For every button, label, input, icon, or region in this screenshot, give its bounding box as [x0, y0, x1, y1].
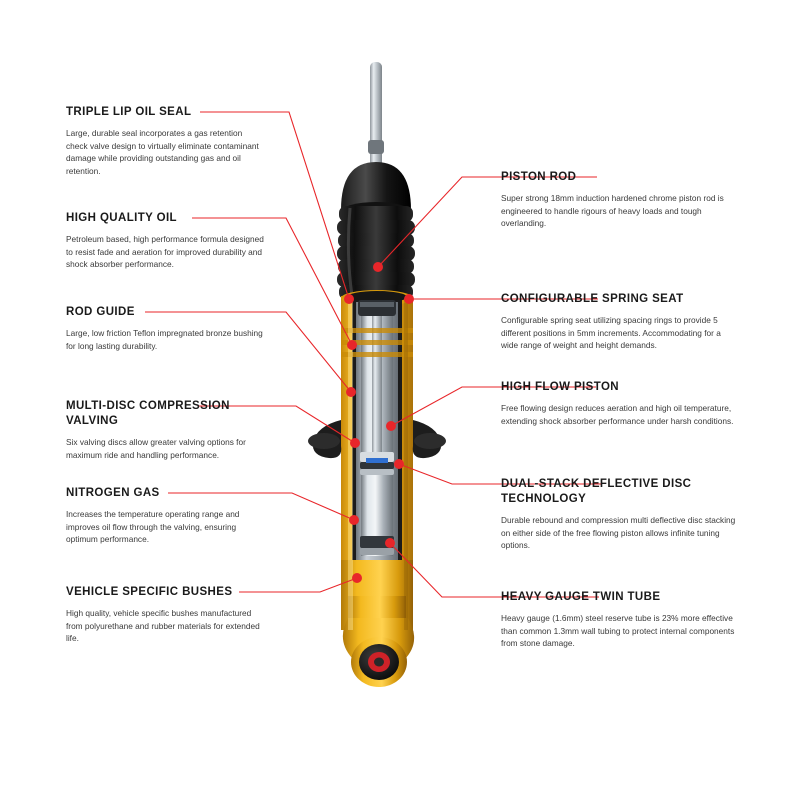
callout-body: High quality, vehicle specific bushes manufactured from polyurethane and rubber materials for extended life. [66, 608, 260, 644]
callout-high-quality-oil [66, 211, 266, 271]
callout-piston-rod [501, 170, 739, 230]
callout-multi-disc-compression-valving [66, 399, 266, 461]
callout-triple-lip-oil-seal [66, 105, 266, 177]
callout-title: PISTON ROD [501, 171, 577, 183]
callout-title: DUAL-STACK DEFLECTIVE DISC TECHNOLOGY [501, 478, 692, 505]
callout-title: MULTI-DISC COMPRESSION VALVING [66, 400, 230, 427]
callout-body: Super strong 18mm induction hardened chrome piston rod is engineered to handle rigours of heavy loads and tough overlanding. [501, 193, 724, 229]
callout-body: Configurable spring seat utilizing spacing rings to provide 5 different positions in 5mm increments. Accommodating for a wide range of weight and height demands. [501, 315, 721, 351]
callout-body: Durable rebound and compression multi deflective disc stacking on either side of the free flowing piston allows infinite tuning options. [501, 515, 736, 551]
callout-rod-guide [66, 305, 266, 352]
callout-title: HEAVY GAUGE TWIN TUBE [501, 591, 661, 603]
callout-vehicle-specific-bushes [66, 585, 266, 645]
callout-title: VEHICLE SPECIFIC BUSHES [66, 586, 233, 598]
callout-body: Heavy gauge (1.6mm) steel reserve tube is 23% more effective than common 1.3mm wall tubing to protect internal components from stone damage. [501, 613, 735, 649]
callout-body: Free flowing design reduces aeration and high oil temperature, extending shock absorber performance under harsh conditions. [501, 403, 734, 426]
callout-title: TRIPLE LIP OIL SEAL [66, 106, 192, 118]
callout-nitrogen-gas [66, 486, 266, 546]
callout-high-flow-piston [501, 380, 739, 427]
callout-body: Six valving discs allow greater valving options for maximum ride and handling performance. [66, 437, 246, 460]
callout-heavy-gauge-twin-tube [501, 590, 739, 650]
callout-title: HIGH QUALITY OIL [66, 212, 177, 224]
callout-title: NITROGEN GAS [66, 487, 160, 499]
callout-title: ROD GUIDE [66, 306, 135, 318]
callout-title: CONFIGURABLE SPRING SEAT [501, 293, 684, 305]
callout-body: Petroleum based, high performance formula designed to resist fade and aeration for improved durability and shock absorber performance. [66, 234, 264, 270]
callout-body: Large, low friction Teflon impregnated bronze bushing for long lasting durability. [66, 328, 263, 351]
callout-configurable-spring-seat [501, 292, 739, 352]
callout-body: Increases the temperature operating range and improves oil flow through the valving, ensuring optimum performance. [66, 509, 240, 545]
callout-title: HIGH FLOW PISTON [501, 381, 619, 393]
callout-body: Large, durable seal incorporates a gas retention check valve design to virtually eliminate contaminant damage while providing outstanding gas and oil retention. [66, 128, 259, 176]
callout-dual-stack-deflective-disc-technology [501, 477, 739, 552]
